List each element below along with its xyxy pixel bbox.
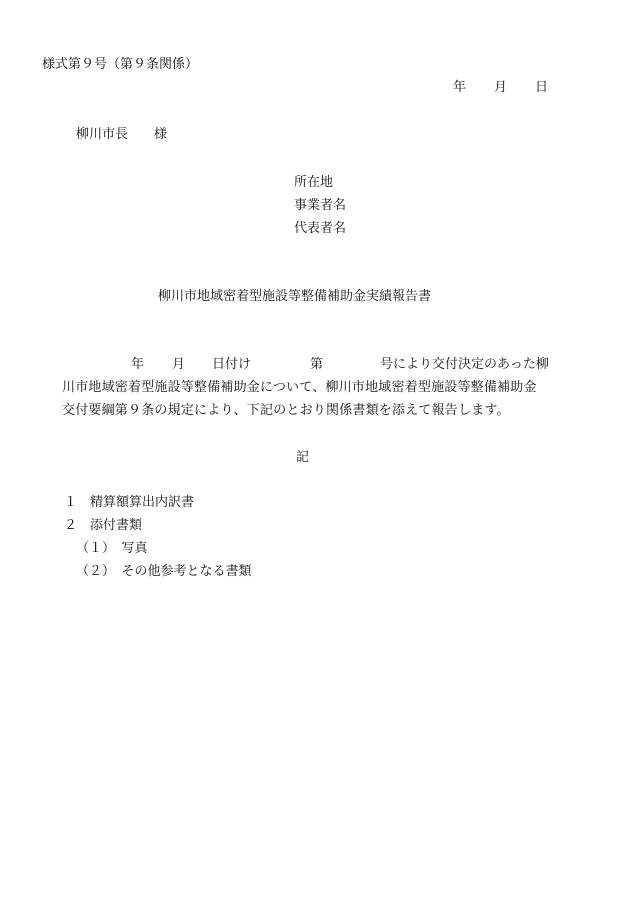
date-line [0,80,630,96]
address-label: 所在地 [294,175,334,190]
body-number-prefix: 第 [310,357,324,372]
body-line-3: 交付要綱第９条の規定により、下記のとおり関係書類を添えて報告します。 [62,403,510,418]
body-dated: 日付け [212,357,252,372]
form-number: 様式第９号（第９条関係） [42,57,199,72]
date-day: 日 [535,80,549,95]
ki-heading: 記 [296,450,310,465]
list-item: （１） 写真 [76,541,148,556]
list-item: １ 精算額算出内訳書 [64,495,195,510]
date-month: 月 [494,80,508,95]
list-item: ２ 添付書類 [64,518,143,533]
representative-label: 代表者名 [294,221,347,236]
addressee: 柳川市長 様 [76,127,168,142]
body-month: 月 [172,357,186,372]
list-item: （２） その他参考となる書類 [76,564,252,579]
business-name-label: 事業者名 [294,198,347,213]
document-title: 柳川市地域密着型施設等整備補助金実績報告書 [158,289,432,304]
body-line-1 [0,357,630,373]
date-year: 年 [453,80,467,95]
body-line-2: 川市地域密着型施設等整備補助金について、柳川市地域密着型施設等整備補助金 [62,380,537,395]
body-year: 年 [131,357,145,372]
body-line-1-rest: 号により交付決定のあった柳 [380,357,549,372]
